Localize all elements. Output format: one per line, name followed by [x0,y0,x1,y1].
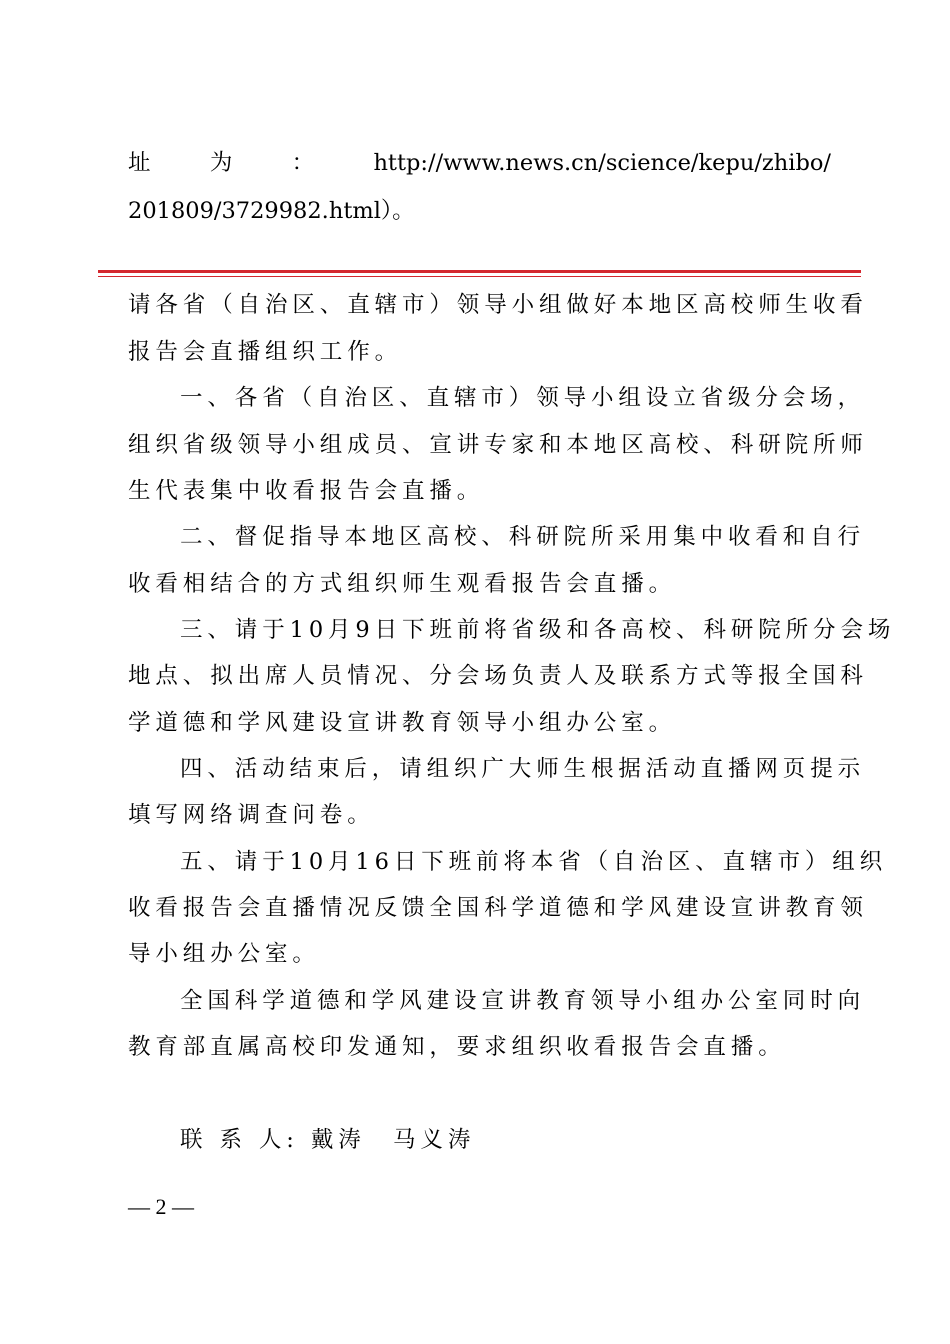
paragraph-5-line-2: 收看报告会直播情况反馈全国科学道德和学风建设宣讲教育领 [128,895,868,921]
paragraph-4-line-2: 填写网络调查问卷。 [128,802,375,828]
contact-line: 联 系 人: 戴涛 马义涛 [180,1127,476,1153]
paragraph-2-line-2: 收看相结合的方式组织师生观看报告会直播。 [128,571,677,597]
separator-rule [98,270,861,273]
page-number: — 2 — [128,1194,194,1219]
address-char-1: 址 [128,150,151,176]
address-char-3: ： [291,150,315,176]
paragraph-3-line-2: 地点、拟出席人员情况、分会场负责人及联系方式等报全国科 [128,663,868,689]
paragraph-1-line-2: 组织省级领导小组成员、宣讲专家和本地区高校、科研院所师 [128,432,868,458]
paragraph-1-line-1: 一、各省（自治区、直辖市）领导小组设立省级分会场， [180,385,866,411]
paragraph-4-line-1: 四、活动结束后，请组织广大师生根据活动直播网页提示 [180,756,866,782]
paragraph-5-line-3: 导小组办公室。 [128,941,320,967]
paragraph-3-line-3: 学道德和学风建设宣讲教育领导小组办公室。 [128,710,677,736]
body-line-1: 请各省（自治区、直辖市）领导小组做好本地区高校师生收看 [128,292,868,318]
separator-rule-thin [98,276,861,277]
paragraph-5-line-1: 五、请于10月16日下班前将本省（自治区、直辖市）组织 [180,849,888,875]
address-line [128,148,831,178]
body-line-2: 报告会直播组织工作。 [128,339,403,365]
address-url-part2: 201809/3729982.html）。 [128,198,415,224]
paragraph-1-line-3: 生代表集中收看报告会直播。 [128,478,485,504]
paragraph-2-line-1: 二、督促指导本地区高校、科研院所采用集中收看和自行 [180,524,866,550]
paragraph-6-line-1: 全国科学道德和学风建设宣讲教育领导小组办公室同时向 [180,988,866,1014]
address-char-2: 为 [209,150,233,176]
paragraph-6-line-2: 教育部直属高校印发通知，要求组织收看报告会直播。 [128,1034,786,1060]
address-url-part1: http://www.news.cn/science/kepu/zhibo/ [373,150,831,176]
paragraph-3-line-1: 三、请于10月9日下班前将省级和各高校、科研院所分会场 [180,617,896,643]
